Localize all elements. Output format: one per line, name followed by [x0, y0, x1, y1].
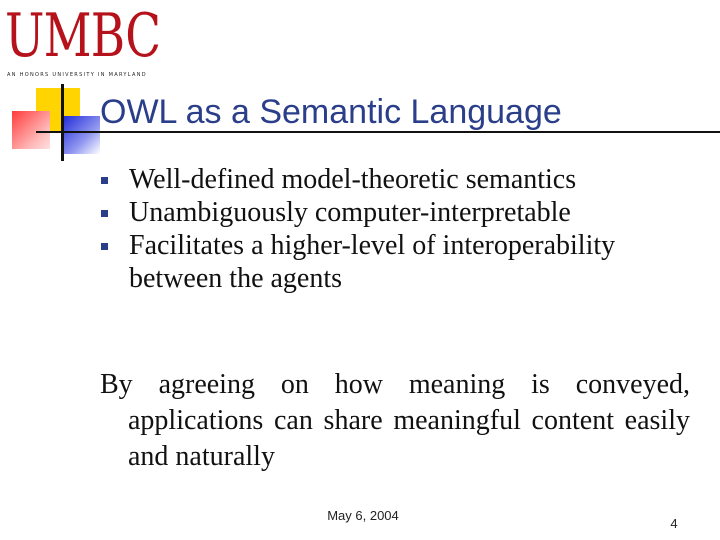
decorative-blue-square	[62, 116, 100, 154]
footer-date: May 6, 2004	[327, 508, 399, 523]
page-number: 4	[670, 516, 678, 531]
logo-tagline: AN HONORS UNIVERSITY IN MARYLAND	[7, 72, 147, 78]
umbc-logo	[5, 1, 161, 78]
square-bullet-icon	[101, 243, 108, 250]
square-bullet-icon	[101, 177, 108, 184]
decorative-red-square	[12, 111, 50, 149]
bullet-text: Unambiguously computer-interpretable	[129, 197, 571, 228]
bullet-text: Facilitates a higher-level of interoperability between the agents	[129, 230, 616, 294]
square-bullet-icon	[101, 210, 108, 217]
bullet-item	[100, 196, 700, 229]
bullet-item	[100, 229, 700, 295]
decorative-vertical-line	[61, 84, 64, 161]
bullet-list	[100, 163, 700, 295]
bullet-text: Well-defined model-theoretic semantics	[129, 164, 577, 195]
logo-wordmark: UMBC	[5, 1, 161, 71]
slide-title: OWL as a Semantic Language	[100, 93, 562, 131]
bullet-item	[100, 163, 700, 196]
conclusion-paragraph: By agreeing on how meaning is conveyed, applications can share meaningful content easily and naturally	[100, 369, 690, 472]
